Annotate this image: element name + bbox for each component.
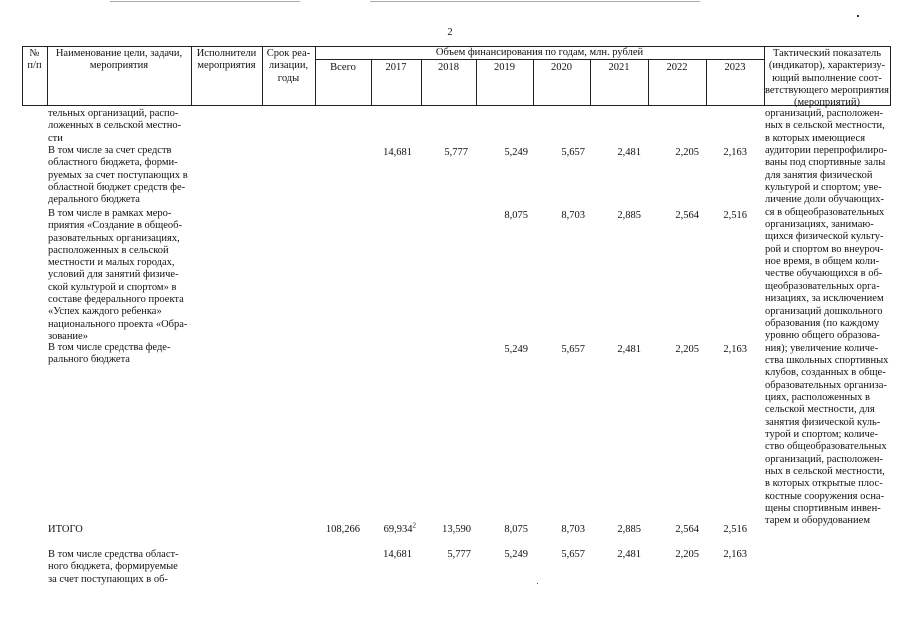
page-number: 2	[447, 27, 453, 38]
regional-row-2021: 2,481	[617, 549, 641, 560]
header-year-2022: 2022	[666, 62, 688, 73]
row-2-value-2019: 5,249	[504, 147, 528, 158]
top-edge-line	[110, 1, 300, 2]
row-2-value-2018: 5,777	[444, 147, 468, 158]
row-2-name: В том числе за счет средств областного бюджета, форми- руемых за счет поступающих в областной бюджет средств фе- дерального бюджета	[48, 145, 188, 206]
header-year-2018: 2018	[438, 62, 459, 73]
total-row-total: 108,266	[325, 524, 360, 535]
row-4-value-2020: 5,657	[561, 344, 585, 355]
total-row-2023: 2,516	[723, 524, 747, 535]
regional-row-2022: 2,205	[675, 549, 699, 560]
row-2-value-2017: 14,681	[383, 147, 412, 158]
header-executors: Исполнители мероприятия	[196, 48, 257, 72]
total-row-2022: 2,564	[675, 524, 699, 535]
regional-row-2020: 5,657	[561, 549, 585, 560]
row-3-value-2019: 8,075	[504, 210, 528, 221]
row-4-name: В том числе средства феде- рального бюджета	[48, 342, 171, 366]
row-2-value-2020: 5,657	[561, 147, 585, 158]
indicator-text: организаций, расположен- ных в сельской местности, в которых имеющиеся аудитории перепрофилиро- ваны под спортивные залы для занятия физической культурой и спортом; уве- личение доли обучающих- ся в общеобразовательных организациях, занимаю- щихся физической культу- рой и спортом во внеуроч- ное время, в общем коли- честве обучающихся в об- щеобразовательных орга- низациях, за исключением организаций дошкольного образования (по каждому уровню общего образова- ния); увеличение количе- ства школьных спортивных клубов, созданных в обще- образовательных организа- циях, расположенных в сельской местности, для занятия физической куль- турой и спортом; количе- ство общеобразовательных организаций, расположен- ных в сельской местности, в которых открытые плос- костные сооружения осна- щены спортивным инвен- тарем и оборудованием	[765, 108, 889, 527]
header-bottom-border	[22, 105, 891, 106]
total-row-2017-value: 69,934	[383, 524, 413, 535]
row-3-value-2020: 8,703	[561, 210, 585, 221]
header-name: Наименование цели, задачи, мероприятия	[55, 48, 183, 72]
regional-row-2023: 2,163	[723, 549, 747, 560]
row-4-value-2021: 2,481	[617, 344, 641, 355]
total-row-label: ИТОГО	[48, 524, 83, 535]
total-row-2019: 8,075	[504, 524, 528, 535]
row-2-value-2022: 2,205	[675, 147, 699, 158]
row-2-value-2023: 2,163	[723, 147, 747, 158]
scan-speck	[857, 15, 859, 17]
header-year-2019: 2019	[494, 62, 515, 73]
header-year-2021: 2021	[608, 62, 630, 73]
total-row-2018: 13,590	[442, 524, 471, 535]
total-row-2021: 2,885	[617, 524, 641, 535]
regional-row-2018: 5,777	[447, 549, 471, 560]
header-year-2017: 2017	[385, 62, 407, 73]
row-1-name: тельных организаций, распо- ложенных в сельской местно- сти	[48, 108, 182, 144]
row-2-value-2021: 2,481	[617, 147, 641, 158]
row-3-value-2023: 2,516	[723, 210, 747, 221]
total-row-2017	[360, 521, 416, 536]
row-3-value-2021: 2,885	[617, 210, 641, 221]
header-no: № п/п	[27, 48, 42, 72]
scan-speck-2	[537, 583, 538, 584]
total-row-2020: 8,703	[561, 524, 585, 535]
row-4-value-2019: 5,249	[504, 344, 528, 355]
top-edge-line-2	[370, 1, 700, 2]
header-indicator: Тактический показатель (индикатор), характеризу- ющий выполнение соот- ветствующего мероприятия (мероприятий)	[764, 48, 890, 109]
row-3-value-2022: 2,564	[675, 210, 699, 221]
header-year-2023: 2023	[724, 62, 746, 73]
header-funding: Объем финансирования по годам, млн. рублей	[435, 47, 644, 58]
header-year-2020: 2020	[551, 62, 572, 73]
regional-row-2019: 5,249	[504, 549, 528, 560]
row-4-value-2023: 2,163	[723, 344, 747, 355]
regional-row-name: В том числе средства област- ного бюджета, формируемые за счет поступающих в об-	[48, 549, 179, 585]
row-4-value-2022: 2,205	[675, 344, 699, 355]
total-row-2017-footnote: 2	[412, 521, 416, 530]
header-term: Срок реа- лизации, годы	[266, 48, 311, 84]
header-total: Всего	[330, 62, 356, 73]
row-3-name: В том числе в рамках меро- приятия «Создание в общеоб- разовательных организациях, расположенных в сельской местности и малых городах, условий для занятий физиче- ской культурой и спортом» в составе федерального проекта «Успех каждого ребенка» национального проекта «Обра- зование»	[48, 208, 188, 342]
col-line-right	[890, 46, 891, 106]
regional-row-2017: 14,681	[383, 549, 412, 560]
